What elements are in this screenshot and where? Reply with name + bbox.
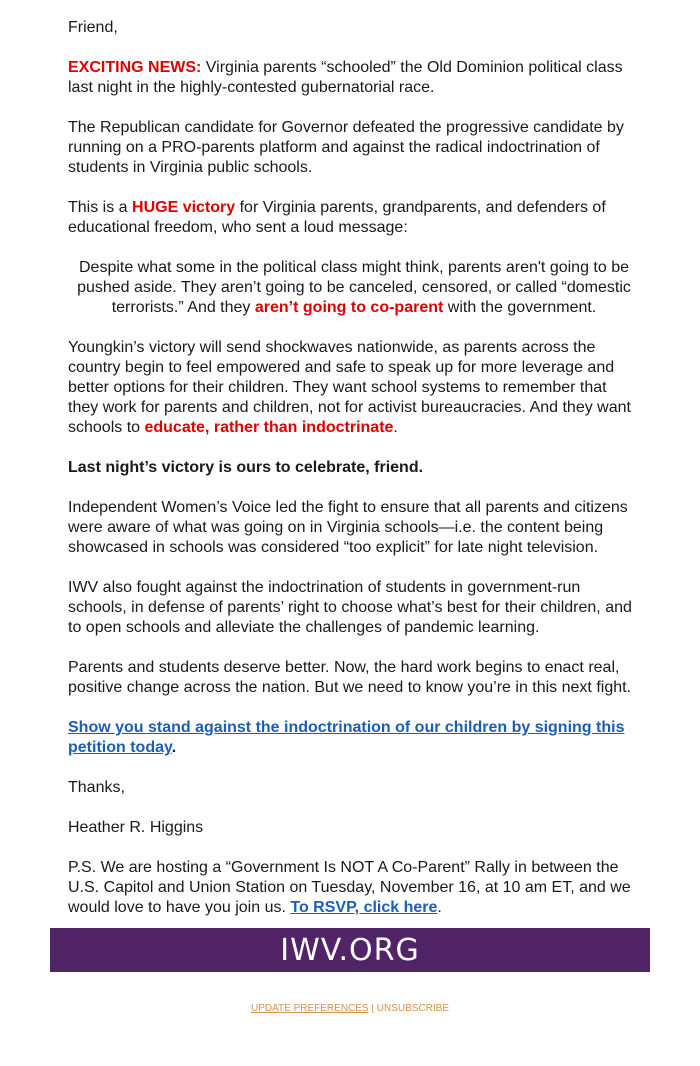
huge-victory-highlight: HUGE victory: [132, 199, 236, 216]
email-body: [68, 18, 640, 938]
footer-separator: |: [368, 1003, 377, 1014]
paragraph-petition: [68, 718, 640, 758]
unsubscribe-link[interactable]: UNSUBSCRIBE: [376, 1003, 450, 1014]
educate-highlight: educate, rather than indoctrinate: [144, 419, 394, 436]
petition-link[interactable]: Show you stand against the indoctrination of our children by signing this petition today: [68, 719, 625, 756]
paragraph-youngkin: [68, 338, 640, 438]
paragraph-ps: [68, 858, 640, 918]
news-text: Virginia parents “schooled” the Old Dominion political class last night in the highly-contested gubernatorial race.: [68, 59, 623, 96]
paragraph-iwv-indoctrination: IWV also fought against the indoctrination of students in government-run schools, in defense of parents’ right to choose what’s best for their children, and to open schools and alleviate the challenges of pandemic learning.: [68, 579, 632, 636]
paragraph-news: [68, 58, 640, 98]
iwv-logo-text: IWV.ORG: [280, 932, 420, 968]
co-parent-highlight: aren’t going to co-parent: [254, 299, 444, 316]
ps-period: .: [437, 899, 442, 916]
youngkin-text-after: .: [393, 419, 398, 436]
rsvp-link[interactable]: To RSVP, click here: [290, 899, 438, 916]
quote-text-after: with the government.: [443, 299, 597, 316]
quote-block: [68, 258, 640, 318]
greeting: Friend,: [68, 19, 118, 36]
email-footer: [0, 1003, 700, 1014]
iwv-banner[interactable]: [50, 928, 650, 972]
paragraph-next-fight: Parents and students deserve better. Now, the hard work begins to enact real, positive change across the nation. But we need to know you’re in this next fight.: [68, 659, 631, 696]
signoff: Thanks,: [68, 779, 125, 796]
victory-text-before: This is a: [68, 199, 133, 216]
youngkin-text-before: Youngkin’s victory will send shockwaves nationwide, as parents across the country begin to feel empowered and safe to speak up for more leverage and better options for their children. They want school systems to remember that they work for parents and children, not for activist bureaucracies. And they want schools to: [68, 339, 631, 436]
ps-text: P.S. We are hosting a “Government Is NOT A Co-Parent” Rally in between the U.S. Capitol and Union Station on Tuesday, November 16, at 10 am ET, and we would love to have you join us.: [68, 859, 631, 916]
exciting-news-lead: EXCITING NEWS:: [68, 59, 202, 76]
paragraph-iwv-fight: Independent Women’s Voice led the fight to ensure that all parents and citizens were aware of what was going on in Virginia schools—i.e. the content being showcased in schools was considered “too explicit” for late night television.: [68, 499, 628, 556]
paragraph-celebrate: Last night’s victory is ours to celebrate, friend.: [68, 459, 424, 476]
quote-text-before: Despite what some in the political class might think, parents aren't going to be pushed aside. They aren’t going to be canceled, censored, or called “domestic terrorists.” And they: [77, 259, 631, 316]
victory-text-after: for Virginia parents, grandparents, and defenders of educational freedom, who sent a loud message:: [68, 199, 606, 236]
petition-period: .: [171, 739, 177, 756]
update-preferences-link[interactable]: UPDATE PREFERENCES: [250, 1003, 369, 1014]
paragraph-victory: [68, 198, 640, 238]
paragraph-candidate: The Republican candidate for Governor defeated the progressive candidate by running on a PRO-parents platform and against the radical indoctrination of students in Virginia public schools.: [68, 119, 624, 176]
signature: Heather R. Higgins: [68, 819, 204, 836]
